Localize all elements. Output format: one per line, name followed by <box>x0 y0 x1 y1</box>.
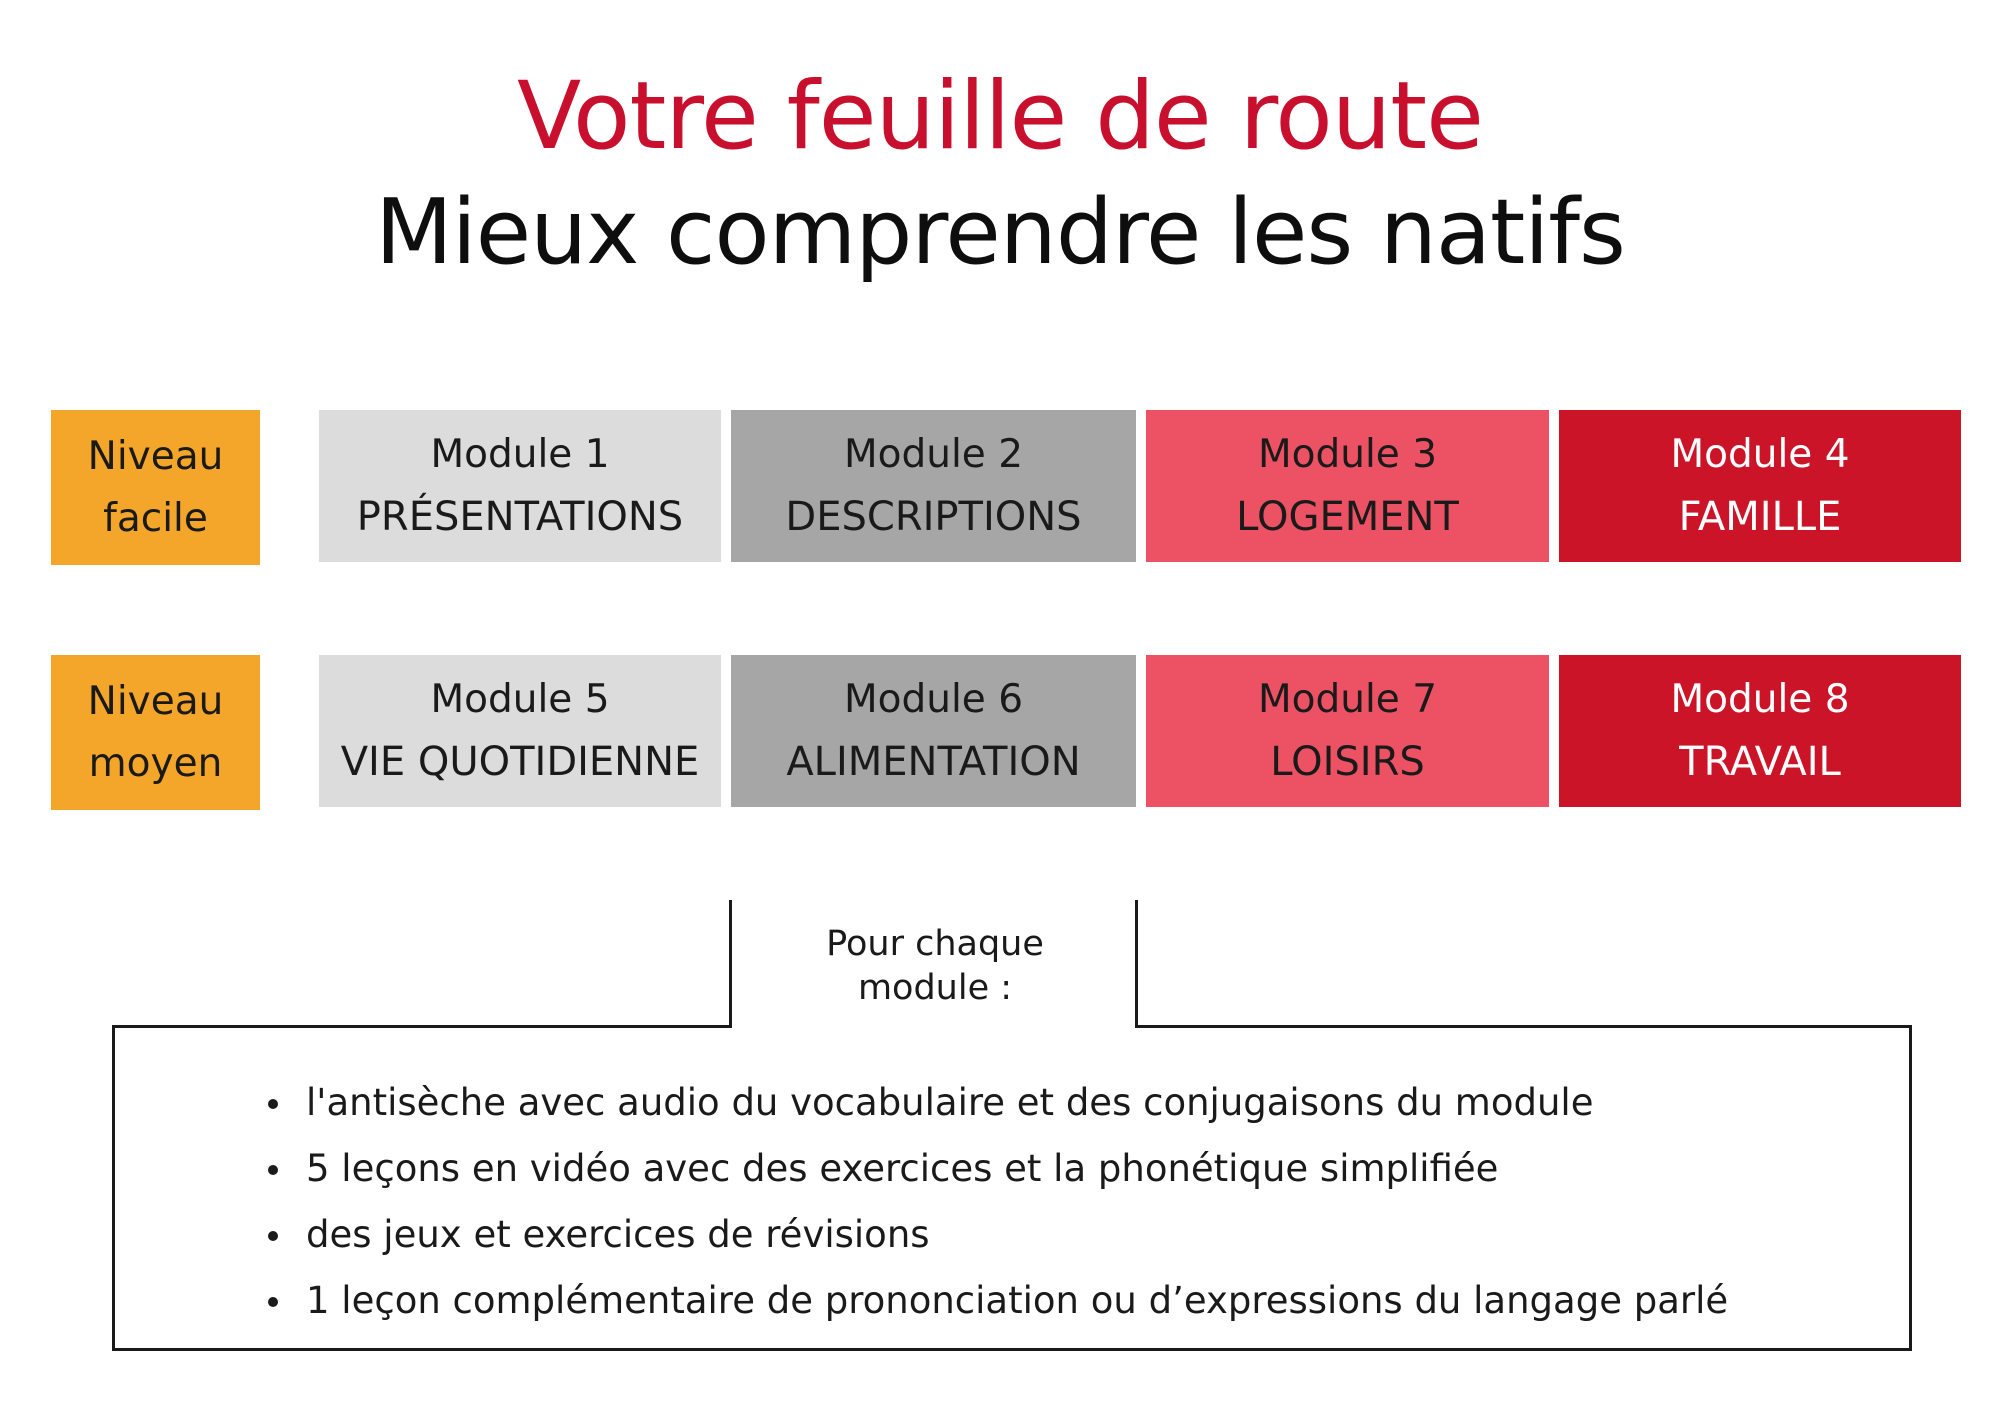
module-number: Module 6 <box>843 677 1024 722</box>
features-box-top-right <box>1135 1025 1912 1028</box>
bullet-icon <box>268 1231 278 1241</box>
list-item <box>268 1136 1868 1202</box>
module-number: Module 1 <box>430 432 610 477</box>
module-7-card[interactable] <box>1146 655 1549 807</box>
connector-left-vertical <box>729 900 732 1028</box>
module-8-card[interactable] <box>1559 655 1961 807</box>
module-name: DESCRIPTIONS <box>785 494 1082 540</box>
list-item <box>268 1070 1868 1136</box>
page-subtitle: Mieux comprendre les natifs <box>375 180 1625 285</box>
list-item <box>268 1268 1868 1334</box>
level-medium <box>51 655 260 810</box>
list-item <box>268 1202 1868 1268</box>
module-5-card[interactable] <box>319 655 721 807</box>
per-module-label <box>740 922 1130 1010</box>
features-box-top-left <box>112 1025 732 1028</box>
level-easy <box>51 410 260 565</box>
module-number: Module 4 <box>1670 432 1850 477</box>
features-box-bottom <box>112 1348 1912 1351</box>
module-number: Module 3 <box>1257 432 1438 477</box>
module-name: FAMILLE <box>1678 494 1842 540</box>
module-1-card[interactable] <box>319 410 721 562</box>
module-name: TRAVAIL <box>1679 739 1841 785</box>
bullet-icon <box>268 1099 278 1109</box>
module-name: ALIMENTATION <box>786 739 1081 785</box>
page-title: Votre feuille de route <box>517 62 1483 171</box>
per-module-line2: module : <box>857 968 1013 1008</box>
level-label: Niveau <box>87 433 224 479</box>
bullet-icon <box>268 1165 278 1175</box>
features-box-right <box>1909 1025 1912 1350</box>
feature-text: 5 leçons en vidéo avec des exercices et la phonétique simplifiée <box>306 1147 1499 1190</box>
level-name: moyen <box>88 740 223 786</box>
module-name: PRÉSENTATIONS <box>356 494 684 540</box>
connector-right-vertical <box>1135 900 1138 1028</box>
module-number: Module 5 <box>430 677 610 722</box>
features-list <box>268 1070 1868 1334</box>
module-name: LOGEMENT <box>1236 494 1459 540</box>
per-module-line1: Pour chaque <box>826 924 1044 964</box>
feature-text: 1 leçon complémentaire de prononciation ou d’expressions du langage parlé <box>306 1279 1729 1322</box>
level-label: Niveau <box>87 678 224 724</box>
module-number: Module 7 <box>1257 677 1438 722</box>
feature-text: l'antisèche avec audio du vocabulaire et des conjugaisons du module <box>306 1081 1594 1124</box>
module-6-card[interactable] <box>731 655 1136 807</box>
module-2-card[interactable] <box>731 410 1136 562</box>
bullet-icon <box>268 1297 278 1307</box>
module-name: LOISIRS <box>1270 739 1425 785</box>
features-box-left <box>112 1025 115 1350</box>
level-name: facile <box>103 495 208 541</box>
module-number: Module 8 <box>1670 677 1850 722</box>
module-3-card[interactable] <box>1146 410 1549 562</box>
module-number: Module 2 <box>843 432 1024 477</box>
module-name: VIE QUOTIDIENNE <box>340 739 700 785</box>
feature-text: des jeux et exercices de révisions <box>306 1213 930 1256</box>
module-4-card[interactable] <box>1559 410 1961 562</box>
